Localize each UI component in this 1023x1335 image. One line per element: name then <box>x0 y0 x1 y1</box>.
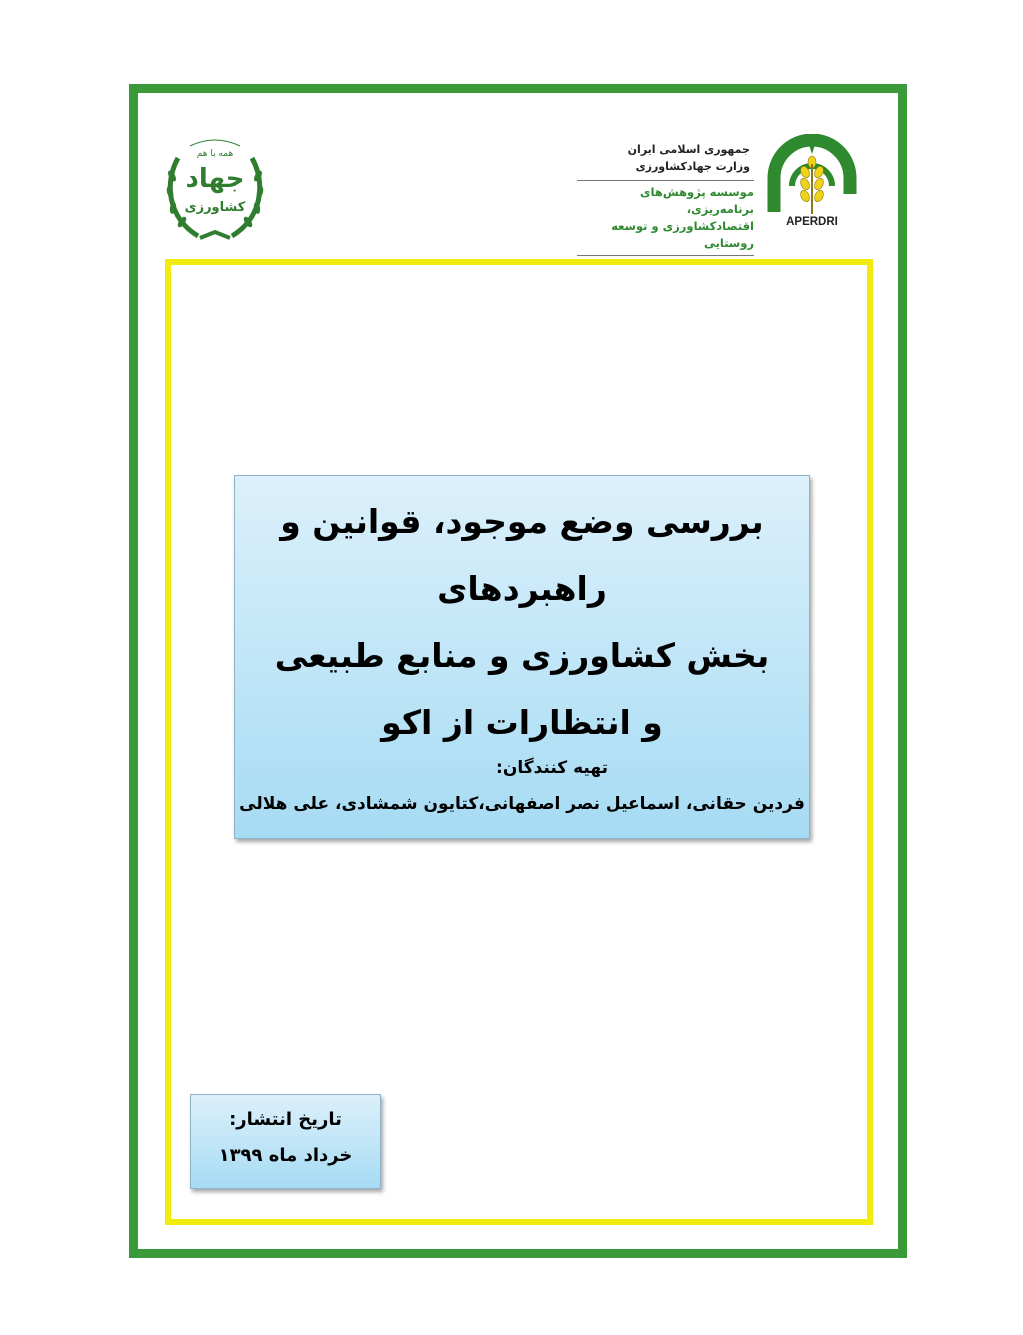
wheat-emblem-icon <box>758 134 866 218</box>
jahad-logo-sub-text: کشاورزی <box>184 200 246 215</box>
jahad-logo-main-text: جهاد <box>185 164 245 194</box>
ministry-line-1: جمهوری اسلامی ایران <box>627 143 750 156</box>
jahad-logo-small-text: همه با هم <box>196 149 234 159</box>
publication-date-label: تاریخ انتشار: <box>229 1109 342 1130</box>
preparers-label: تهیه کنندگان: <box>496 758 608 778</box>
preparers-names: فردین حقانی، اسماعیل نصر اصفهانی،کتایون شمشادی، علی هلالی <box>239 794 805 814</box>
publication-date-value: خرداد ماه ۱۳۹۹ <box>218 1145 353 1166</box>
title-box <box>234 475 810 839</box>
title-line-3: و انتظارات از اکو <box>381 703 663 742</box>
title-line-2: بخش کشاورزی و منابع طبیعی <box>274 636 770 675</box>
ministry-heading <box>560 141 752 175</box>
ministry-line-2: وزارت جهادکشاورزی <box>635 160 750 173</box>
institute-line-2: اقتصادکشاورزی و توسعه روستایی <box>611 219 754 250</box>
institute-name <box>577 180 754 256</box>
title-line-1: بررسی وضع موجود، قوانین و راهبردهای <box>280 502 764 608</box>
aperdri-logo-text: APERDRI <box>786 216 838 228</box>
document-title <box>235 488 809 756</box>
jahad-keshavarzi-logo <box>160 128 270 246</box>
institute-line-1: موسسه پژوهش‌های برنامه‌ریزی، <box>639 185 754 216</box>
publication-date-box <box>190 1094 381 1189</box>
